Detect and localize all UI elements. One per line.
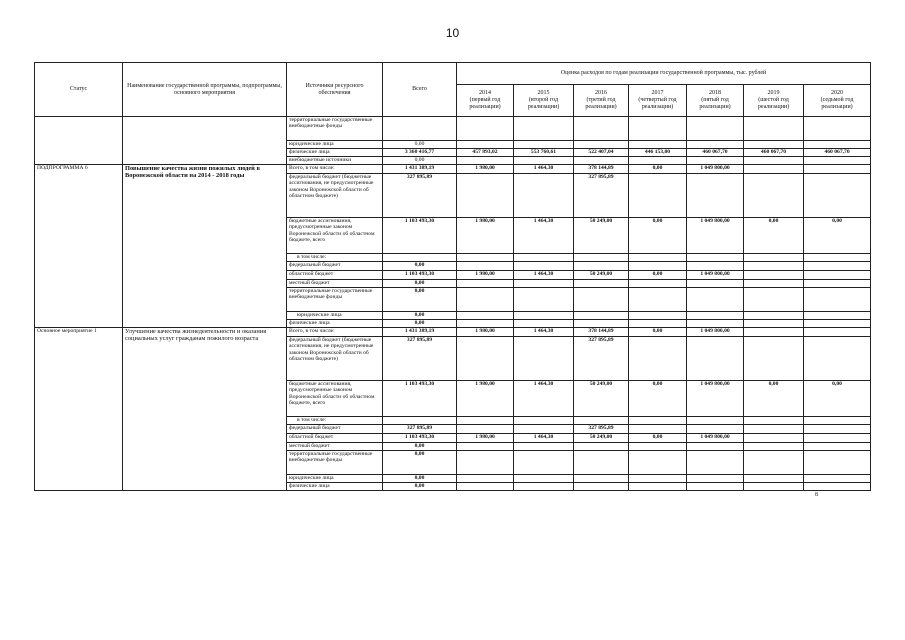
year-value-cell bbox=[687, 320, 744, 328]
year-value-cell bbox=[804, 141, 871, 149]
year-value-cell bbox=[804, 271, 871, 280]
year-value-cell bbox=[687, 337, 744, 381]
year-value-cell bbox=[457, 425, 514, 434]
year-value-cell: 0,00 bbox=[744, 381, 804, 417]
total-cell: 0,00 bbox=[383, 475, 457, 483]
year-value-cell bbox=[687, 262, 744, 271]
source-cell: федеральный бюджет (бюджетные ассигнования, не предусмотренные законом Воронежской области об областном бюджете) bbox=[287, 337, 383, 381]
year-value-cell: 0,00 bbox=[629, 218, 687, 254]
year-value-cell bbox=[629, 141, 687, 149]
total-cell: 327 895,89 bbox=[383, 337, 457, 381]
program-name-cell: Повышение качества жизни пожилых людей в Воронежской области на 2014 - 2018 годы bbox=[123, 165, 287, 328]
header-year-label: 2018 bbox=[709, 90, 721, 97]
year-value-cell bbox=[574, 417, 629, 425]
year-value-cell bbox=[457, 475, 514, 483]
year-value-cell bbox=[574, 288, 629, 312]
header-year-label: 2019 bbox=[767, 90, 780, 97]
source-cell: федеральный бюджет bbox=[287, 425, 383, 434]
year-value-cell bbox=[744, 434, 804, 443]
year-value-cell bbox=[629, 254, 687, 262]
year-value-cell: 1 464,30 bbox=[514, 328, 574, 337]
year-value-cell: 0,00 bbox=[744, 218, 804, 254]
year-value-cell bbox=[514, 174, 574, 218]
year-value-cell: 553 760,61 bbox=[514, 149, 574, 157]
year-value-cell bbox=[514, 483, 574, 491]
year-value-cell: 0,00 bbox=[804, 218, 871, 254]
year-value-cell bbox=[687, 443, 744, 451]
header-year-label: 2016 bbox=[595, 90, 607, 97]
header-status: Статус bbox=[35, 63, 123, 117]
year-value-cell: 1 980,00 bbox=[457, 328, 514, 337]
year-value-cell bbox=[629, 320, 687, 328]
year-value-cell bbox=[687, 312, 744, 320]
source-cell: физические лица bbox=[287, 320, 383, 328]
year-value-cell: 460 067,70 bbox=[687, 149, 744, 157]
year-value-cell bbox=[804, 328, 871, 337]
total-cell: 0,00 bbox=[383, 443, 457, 451]
source-cell: федеральный бюджет bbox=[287, 262, 383, 271]
year-value-cell bbox=[744, 141, 804, 149]
table-row bbox=[35, 328, 871, 337]
year-value-cell bbox=[744, 262, 804, 271]
year-value-cell bbox=[687, 117, 744, 141]
source-cell: в том числе: bbox=[287, 417, 383, 425]
source-cell: территориальные государственные внебюджетные фонды bbox=[287, 117, 383, 141]
year-value-cell bbox=[514, 337, 574, 381]
year-value-cell: 327 895,89 bbox=[574, 337, 629, 381]
year-value-cell: 1 980,00 bbox=[457, 165, 514, 174]
year-value-cell bbox=[514, 141, 574, 149]
year-value-cell bbox=[744, 417, 804, 425]
year-value-cell bbox=[744, 174, 804, 218]
status-cell: ПОДПРОГРАММА 6 bbox=[35, 165, 123, 328]
year-value-cell bbox=[687, 141, 744, 149]
source-cell: территориальные государственные внебюджетные фонды bbox=[287, 288, 383, 312]
year-value-cell: 1 049 800,00 bbox=[687, 328, 744, 337]
program-name-cell: Улучшение качества жизнедеятельности и оказания социальных услуг гражданам пожилого возраста bbox=[123, 328, 287, 491]
source-cell: федеральный бюджет (бюджетные ассигнования, не предусмотренные законом Воронежской области об областном бюджете) bbox=[287, 174, 383, 218]
year-value-cell bbox=[744, 157, 804, 165]
year-value-cell bbox=[457, 254, 514, 262]
year-value-cell bbox=[744, 254, 804, 262]
year-value-cell bbox=[804, 425, 871, 434]
header-year-2015 bbox=[514, 85, 574, 117]
year-value-cell bbox=[687, 451, 744, 475]
year-value-cell: 1 464,30 bbox=[514, 271, 574, 280]
year-value-cell bbox=[574, 262, 629, 271]
year-value-cell bbox=[574, 475, 629, 483]
year-value-cell bbox=[804, 254, 871, 262]
year-value-cell bbox=[514, 280, 574, 288]
source-cell: местный бюджет bbox=[287, 443, 383, 451]
year-value-cell bbox=[574, 157, 629, 165]
year-value-cell bbox=[457, 312, 514, 320]
year-value-cell bbox=[514, 262, 574, 271]
year-value-cell bbox=[687, 483, 744, 491]
total-cell bbox=[383, 254, 457, 262]
year-value-cell bbox=[574, 254, 629, 262]
year-value-cell bbox=[804, 117, 871, 141]
source-cell: бюджетные ассигнования, предусмотренные законом Воронежской области об областном бюджете, всего bbox=[287, 218, 383, 254]
header-year-label: 2017 bbox=[651, 90, 664, 97]
year-value-cell bbox=[744, 117, 804, 141]
year-value-cell: 460 067,70 bbox=[804, 149, 871, 157]
year-value-cell bbox=[744, 312, 804, 320]
year-value-cell bbox=[804, 475, 871, 483]
source-cell: внебюджетные источники bbox=[287, 157, 383, 165]
total-cell: 1 431 389,19 bbox=[383, 165, 457, 174]
year-value-cell bbox=[687, 417, 744, 425]
header-sources: Источники ресурсного обеспечения bbox=[287, 63, 383, 117]
total-cell: 0,00 bbox=[383, 312, 457, 320]
header-year-2016 bbox=[574, 85, 629, 117]
year-value-cell bbox=[574, 320, 629, 328]
year-value-cell bbox=[804, 288, 871, 312]
header-year-sub: (первый год реализации) bbox=[469, 97, 501, 110]
header-year-sub: (второй год реализации) bbox=[527, 97, 560, 110]
year-value-cell bbox=[687, 174, 744, 218]
year-value-cell: 522 407,04 bbox=[574, 149, 629, 157]
year-value-cell: 1 980,00 bbox=[457, 434, 514, 443]
year-value-cell: 446 153,00 bbox=[629, 149, 687, 157]
total-cell: 0,00 bbox=[383, 320, 457, 328]
header-estimate: Оценка расходов по годам реализации государственной программы, тыс. рублей bbox=[457, 63, 871, 85]
year-value-cell bbox=[744, 271, 804, 280]
year-value-cell bbox=[744, 280, 804, 288]
year-value-cell bbox=[687, 254, 744, 262]
year-value-cell: 1 464,30 bbox=[514, 434, 574, 443]
year-value-cell: 50 249,00 bbox=[574, 218, 629, 254]
year-value-cell bbox=[744, 475, 804, 483]
year-value-cell bbox=[457, 451, 514, 475]
year-value-cell bbox=[744, 165, 804, 174]
year-value-cell bbox=[514, 451, 574, 475]
year-value-cell: 0,00 bbox=[629, 271, 687, 280]
year-value-cell: 0,00 bbox=[629, 328, 687, 337]
year-value-cell: 0,00 bbox=[629, 434, 687, 443]
year-value-cell: 378 144,89 bbox=[574, 165, 629, 174]
total-cell: 0,00 bbox=[383, 288, 457, 312]
year-value-cell: 1 980,00 bbox=[457, 271, 514, 280]
year-value-cell bbox=[629, 117, 687, 141]
source-cell: областной бюджет bbox=[287, 271, 383, 280]
source-cell: Всего, в том числе: bbox=[287, 165, 383, 174]
header-total: Всего bbox=[383, 63, 457, 117]
year-value-cell bbox=[514, 254, 574, 262]
year-value-cell bbox=[744, 483, 804, 491]
header-year-label: 2014 bbox=[479, 90, 491, 97]
year-value-cell: 378 144,89 bbox=[574, 328, 629, 337]
year-value-cell: 1 464,30 bbox=[514, 218, 574, 254]
year-value-cell: 1 049 800,00 bbox=[687, 434, 744, 443]
year-value-cell bbox=[804, 434, 871, 443]
year-value-cell bbox=[744, 328, 804, 337]
source-cell: физические лица bbox=[287, 483, 383, 491]
year-value-cell bbox=[804, 165, 871, 174]
year-value-cell: 0,00 bbox=[804, 381, 871, 417]
year-value-cell bbox=[457, 288, 514, 312]
total-cell: 327 895,89 bbox=[383, 174, 457, 218]
year-value-cell bbox=[574, 451, 629, 475]
page-number: 10 bbox=[445, 26, 460, 40]
header-year-sub: (шестой год реализации) bbox=[757, 97, 790, 110]
source-cell: юридические лица bbox=[287, 475, 383, 483]
source-cell: местный бюджет bbox=[287, 280, 383, 288]
total-cell: 0,00 bbox=[383, 280, 457, 288]
total-cell: 0,00 bbox=[383, 141, 457, 149]
total-cell: 1 103 493,30 bbox=[383, 434, 457, 443]
source-cell: юридические лица bbox=[287, 141, 383, 149]
year-value-cell bbox=[744, 320, 804, 328]
year-value-cell bbox=[574, 117, 629, 141]
year-value-cell bbox=[457, 443, 514, 451]
year-value-cell bbox=[457, 262, 514, 271]
year-value-cell: 1 049 800,00 bbox=[687, 218, 744, 254]
year-value-cell bbox=[514, 312, 574, 320]
year-value-cell bbox=[514, 157, 574, 165]
year-value-cell: 1 464,30 bbox=[514, 165, 574, 174]
year-value-cell bbox=[804, 174, 871, 218]
year-value-cell bbox=[457, 174, 514, 218]
year-value-cell bbox=[629, 451, 687, 475]
year-value-cell bbox=[629, 157, 687, 165]
total-cell: 0,00 bbox=[383, 157, 457, 165]
header-year-label: 2020 bbox=[831, 90, 844, 97]
year-value-cell: 1 049 800,00 bbox=[687, 165, 744, 174]
year-value-cell bbox=[574, 443, 629, 451]
year-value-cell bbox=[629, 337, 687, 381]
header-year-sub: (седьмой год реализации) bbox=[820, 97, 854, 110]
source-cell: юридические лица bbox=[287, 312, 383, 320]
year-value-cell: 1 464,30 bbox=[514, 381, 574, 417]
year-value-cell bbox=[629, 443, 687, 451]
year-value-cell: 327 895,89 bbox=[574, 425, 629, 434]
year-value-cell bbox=[457, 483, 514, 491]
year-value-cell bbox=[744, 425, 804, 434]
header-year-2014 bbox=[457, 85, 514, 117]
year-value-cell bbox=[629, 312, 687, 320]
year-value-cell bbox=[804, 451, 871, 475]
year-value-cell bbox=[457, 141, 514, 149]
year-value-cell bbox=[574, 141, 629, 149]
year-value-cell bbox=[804, 483, 871, 491]
header-year-sub: (пятый год реализации) bbox=[699, 97, 731, 110]
year-value-cell bbox=[514, 288, 574, 312]
source-cell: в том числе: bbox=[287, 254, 383, 262]
total-cell bbox=[383, 117, 457, 141]
year-value-cell: 457 893,02 bbox=[457, 149, 514, 157]
year-value-cell bbox=[804, 312, 871, 320]
year-value-cell bbox=[687, 157, 744, 165]
year-value-cell bbox=[457, 117, 514, 141]
year-value-cell bbox=[744, 337, 804, 381]
total-cell: 3 360 416,77 bbox=[383, 149, 457, 157]
year-value-cell bbox=[744, 288, 804, 312]
header-name: Наименование государственной программы, подпрограммы, основного мероприятия bbox=[123, 63, 287, 117]
year-value-cell bbox=[629, 288, 687, 312]
header-year-sub: (четвертый год реализации) bbox=[638, 97, 677, 110]
source-cell: физические лица bbox=[287, 149, 383, 157]
year-value-cell: 1 049 800,00 bbox=[687, 381, 744, 417]
year-value-cell bbox=[687, 280, 744, 288]
year-value-cell bbox=[629, 280, 687, 288]
year-value-cell bbox=[514, 117, 574, 141]
header-year-2019 bbox=[744, 85, 804, 117]
year-value-cell bbox=[514, 425, 574, 434]
source-cell: Всего, в том числе: bbox=[287, 328, 383, 337]
total-cell: 1 103 493,30 bbox=[383, 218, 457, 254]
year-value-cell: 327 895,89 bbox=[574, 174, 629, 218]
total-cell: 1 103 493,30 bbox=[383, 381, 457, 417]
year-value-cell bbox=[804, 157, 871, 165]
header-year-2018 bbox=[687, 85, 744, 117]
year-value-cell: 1 980,00 bbox=[457, 381, 514, 417]
year-value-cell bbox=[574, 312, 629, 320]
year-value-cell: 460 067,70 bbox=[744, 149, 804, 157]
year-value-cell bbox=[629, 475, 687, 483]
year-value-cell bbox=[457, 157, 514, 165]
year-value-cell: 0,00 bbox=[629, 165, 687, 174]
program-name-cell bbox=[123, 117, 287, 165]
year-value-cell bbox=[457, 320, 514, 328]
source-cell: областной бюджет bbox=[287, 434, 383, 443]
year-value-cell: 0,00 bbox=[629, 381, 687, 417]
year-value-cell bbox=[629, 483, 687, 491]
year-value-cell bbox=[514, 475, 574, 483]
year-value-cell: 50 249,00 bbox=[574, 434, 629, 443]
year-value-cell bbox=[744, 451, 804, 475]
year-value-cell bbox=[514, 443, 574, 451]
total-cell: 0,00 bbox=[383, 451, 457, 475]
source-cell: бюджетные ассигнования, предусмотренные законом Воронежской области об областном бюджете, всего bbox=[287, 381, 383, 417]
source-cell: территориальные государственные внебюджетные фонды bbox=[287, 451, 383, 475]
year-value-cell bbox=[629, 425, 687, 434]
header-year-2017 bbox=[629, 85, 687, 117]
year-value-cell bbox=[457, 337, 514, 381]
header-year-2020 bbox=[804, 85, 871, 117]
total-cell: 1 103 493,30 bbox=[383, 271, 457, 280]
year-value-cell bbox=[744, 443, 804, 451]
year-value-cell bbox=[804, 320, 871, 328]
year-value-cell bbox=[514, 417, 574, 425]
total-cell: 327 895,89 bbox=[383, 425, 457, 434]
year-value-cell bbox=[687, 425, 744, 434]
total-cell: 1 431 389,19 bbox=[383, 328, 457, 337]
total-cell bbox=[383, 417, 457, 425]
year-value-cell bbox=[687, 475, 744, 483]
year-value-cell: 50 249,00 bbox=[574, 271, 629, 280]
year-value-cell bbox=[804, 337, 871, 381]
year-value-cell: 1 980,00 bbox=[457, 218, 514, 254]
year-value-cell bbox=[804, 443, 871, 451]
status-cell: Основное мероприятие 1 bbox=[35, 328, 123, 491]
status-cell bbox=[35, 117, 123, 165]
footnote-mark: 8 bbox=[815, 492, 818, 498]
total-cell: 0,00 bbox=[383, 262, 457, 271]
year-value-cell: 1 049 800,00 bbox=[687, 271, 744, 280]
table-row bbox=[35, 165, 871, 174]
year-value-cell bbox=[629, 174, 687, 218]
budget-table bbox=[34, 62, 871, 491]
year-value-cell bbox=[457, 417, 514, 425]
year-value-cell bbox=[457, 280, 514, 288]
year-value-cell bbox=[574, 280, 629, 288]
year-value-cell bbox=[687, 288, 744, 312]
year-value-cell bbox=[804, 280, 871, 288]
year-value-cell bbox=[804, 262, 871, 271]
table-row bbox=[35, 117, 871, 141]
year-value-cell bbox=[629, 262, 687, 271]
year-value-cell bbox=[804, 417, 871, 425]
header-year-label: 2015 bbox=[537, 90, 550, 97]
year-value-cell bbox=[574, 483, 629, 491]
header-year-sub: (третий год реализации) bbox=[585, 97, 617, 110]
year-value-cell bbox=[514, 320, 574, 328]
year-value-cell bbox=[629, 417, 687, 425]
total-cell: 0,00 bbox=[383, 483, 457, 491]
year-value-cell: 50 249,00 bbox=[574, 381, 629, 417]
